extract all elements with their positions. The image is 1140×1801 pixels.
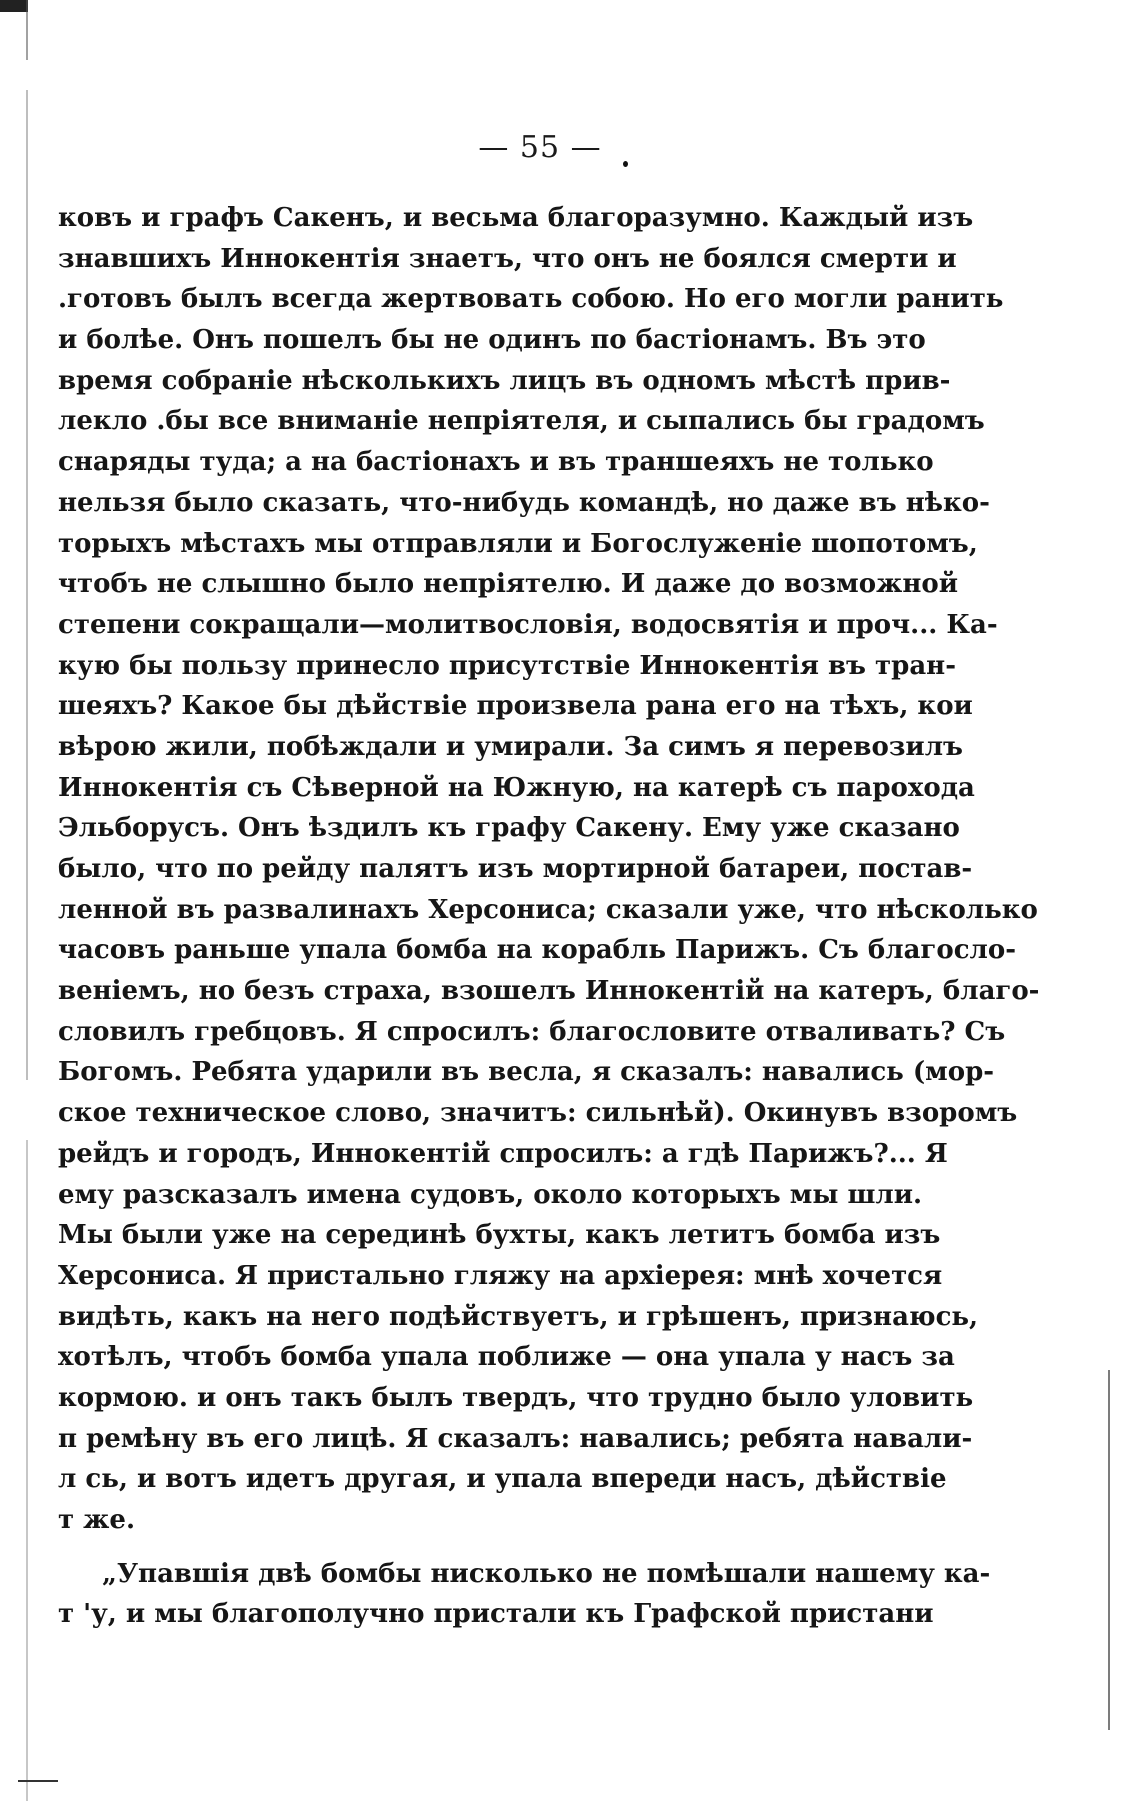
text-line: видѣть, какъ на него подѣйствуетъ, и грѣшенъ, признаюсь, [58,1301,979,1332]
scan-artifact-right-edge [1108,1370,1110,1730]
text-line: кую бы пользу принесло присутствіе Иннокентія въ тран- [58,650,956,681]
text-line: степени сокращали—молитвословія, водосвятія и проч... Ка- [58,609,998,640]
text-line: рейдъ и городъ, Иннокентій спросилъ: а гдѣ Парижъ?... Я [58,1138,948,1169]
text-line: нельзя было сказать, что-нибудь командѣ, но даже въ нѣко- [58,487,990,518]
paragraph [58,1554,991,1635]
paragraph-gap [58,1541,884,1554]
page-number: — 55 — [478,130,602,165]
text-line: Мы были уже на серединѣ бухты, какъ летитъ бомба изъ [58,1220,941,1251]
text-line: вѣрою жили, побѣждали и умирали. За симъ я перевозилъ [58,731,963,762]
text-line: и болѣе. Онъ пошелъ бы не одинъ по бастіонамъ. Въ это [58,325,926,356]
text-line: ему разсказалъ имена судовъ, около которыхъ мы шли. [58,1179,923,1210]
scan-artifact-left-edge [26,0,28,1801]
paragraph [58,198,1040,1541]
text-line: лекло .бы все вниманіе непріятеля, и сыпались бы градомъ [58,406,985,437]
text-line: хотѣлъ, чтобъ бомба упала поближе — она упала у насъ за [58,1342,955,1373]
text-line: время собраніе нѣсколькихъ лицъ въ одномъ мѣстѣ прив- [58,365,951,396]
text-line: кормою. и онъ такъ былъ твердъ, что трудно было уловить [58,1382,974,1413]
scan-artifact-corner [0,0,28,12]
body-text [58,198,1040,1635]
text-line: „Упавшія двѣ бомбы нисколько не помѣшали нашему ка- [102,1558,991,1589]
text-line: Иннокентія съ Сѣверной на Южную, на катерѣ съ парохода [58,772,975,803]
text-line: словилъ гребцовъ. Я спросилъ: благословите отваливать? Съ [58,1016,1006,1047]
text-line: ское техническое слово, значитъ: сильнѣй). Окинувъ взоромъ [58,1098,1018,1129]
scan-artifact-bottom-mark [18,1780,58,1782]
text-line: л сь, и вотъ идетъ другая, и упала впереди насъ, дѣйствіе [58,1464,947,1495]
text-line: часовъ раньше упала бомба на корабль Парижъ. Съ благосло- [58,935,1017,966]
text-line: .готовъ былъ всегда жертвовать собою. Но его могли ранить [58,284,1004,315]
text-line: ленной въ развалинахъ Херсониса; сказали уже, что нѣсколько [58,894,1038,925]
text-line: т 'у, и мы благополучно пристали къ Графской пристани [58,1599,934,1630]
text-line: шеяхъ? Какое бы дѣйствіе произвела рана его на тѣхъ, кои [58,691,973,722]
text-line: п ремѣну въ его лицѣ. Я сказалъ: навались; ребята навали- [58,1423,973,1454]
text-line: т же. [58,1505,136,1535]
text-line: снаряды туда; а на бастіонахъ и въ траншеяхъ не только [58,447,934,478]
text-line: ковъ и графъ Сакенъ, и весьма благоразумно. Каждый изъ [58,203,974,233]
text-line: Богомъ. Ребята ударили въ весла, я сказалъ: навались (мор- [58,1057,995,1088]
text-line: знавшихъ Иннокентія знаетъ, что онъ не боялся смерти и [58,243,957,274]
text-line: было, что по рейду палятъ изъ мортирной батареи, постав- [58,854,973,884]
text-line: Эльборусъ. Онъ ѣздилъ къ графу Сакену. Ему уже сказано [58,813,960,844]
text-line: веніемъ, но безъ страха, взошелъ Иннокентій на катеръ, благо- [58,976,1040,1007]
text-line: торыхъ мѣстахъ мы отправляли и Богослуженіе шопотомъ, [58,528,978,559]
text-line: Херсониса. Я пристально гляжу на архіерея: мнѣ хочется [58,1260,943,1291]
text-line: чтобъ не слышно было непріятелю. И даже до возможной [58,569,958,600]
